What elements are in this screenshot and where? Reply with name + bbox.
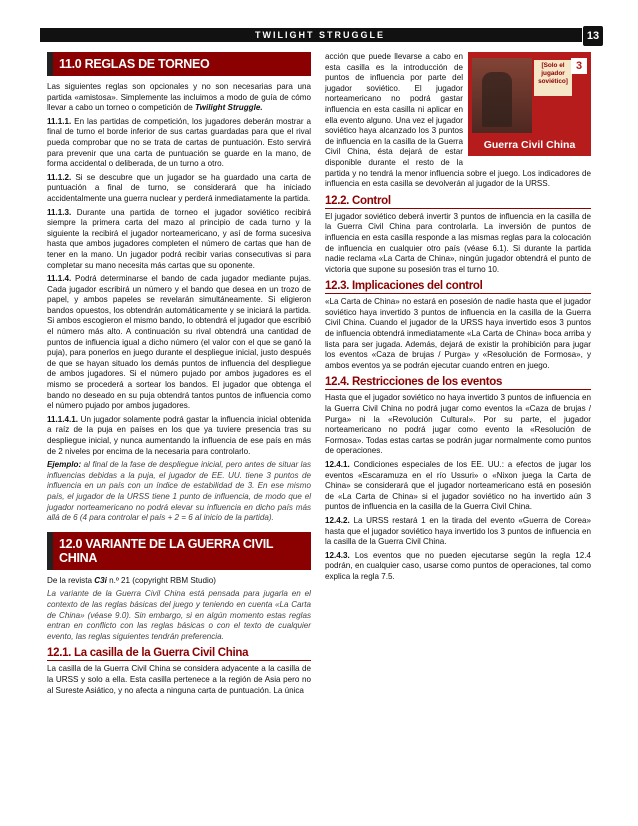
page-header (40, 28, 600, 42)
section-12-4-title: 12.4. Restricciones de los eventos (325, 376, 591, 390)
rule-number: 12.4.2. (325, 515, 350, 525)
example-label: Ejemplo: (47, 460, 82, 470)
card-photo-figure (482, 72, 512, 127)
page-number: 13 (582, 25, 604, 47)
source-prefix: De la revista (47, 575, 95, 585)
section-12-3-title: 12.3. Implicaciones del control (325, 280, 591, 294)
china-civil-war-card (468, 52, 591, 156)
rule-number: 11.1.1. (47, 116, 72, 126)
intro-text: Las siguientes reglas son opcionales y no son necesarias para una partida «amistosa». Simplemente las incluimos a modo de guía de cómo llevar a cabo un torneo o competición de (47, 82, 311, 113)
rule-number: 11.1.4.1. (47, 414, 79, 424)
rule-12-4-3 (325, 551, 591, 583)
rule-number: 12.4.3. (325, 550, 350, 560)
card-side-label: [Solo el jugador soviético] (534, 60, 572, 96)
rule-text: Durante una partida de torneo el jugador soviético recibirá siempre la primera carta del mazo al principio de cada turno y la siguiente la recibirá el jugador norteamericano, y así de forma sucesiva hasta que ambos jugadores completen el número de cartas que han de tener en la mano. Un jugador podrá recibir varias consecutivas si para completar su mano necesita más cartas que su oponente. (47, 207, 311, 270)
section-12-2-text: El jugador soviético deberá invertir 3 puntos de influencia en la casilla de la Guerra Civil China para controlarla. La inversión de puntos de influencia en esta casilla responde a las mismas reglas para la colocación de influencia en cualquier otro país (véase 6.1). Si durante la partida nadie reclama «La Carta de China», ningún jugador obtendrá el punto de victoria que supone su posesión tras el turno 10. (325, 211, 591, 274)
rule-text: Los eventos que no pueden ejecutarse según la regla 12.4 podrán, en cualquier caso, usarse como puntos de operaciones, tal como explica la regla 7.5. (325, 550, 591, 581)
right-column (325, 52, 591, 586)
rule-11-1-4 (47, 274, 311, 412)
rule-text: Un jugador solamente podrá gastar la influencia inicial obtenida a raíz de la puja en países en los que ya tuviere presencia tras su despliegue inicial, y nunca aumentando la influencia de ese país en más de 2 niveles por encima de la necesaria para controlarlo. (47, 414, 311, 456)
rule-12-4-1 (325, 460, 591, 513)
section-12-1-text: La casilla de la Guerra Civil China se considera adyacente a la casilla de la URSS y solo a ella. Esta casilla pertenece a la región de Asia pero no al Sureste Asiático, y no afecta a ninguna carta de puntuación. La única (47, 664, 311, 695)
example-text (47, 460, 311, 524)
section-12-3-text: «La Carta de China» no estará en posesión de nadie hasta que el jugador soviético haya invertido 3 puntos de influencia en la casilla de la Guerra Civil China. Cuando el jugador de la URSS haya invertido esos 3 puntos de influencia obtendrá inmediatamente «La Carta de China» boca arriba y lista para ser jugada. Además, dejará de existir la prohibición para jugar los eventos «Caza de brujas / Purga» y «Resolución de Formosa», y ambos eventos ya se podrán ejecutar cuando entren en juego. (325, 297, 591, 370)
section-12-1-continued: acción que puede llevarse a cabo en esta casilla es la introducción de puntos de influencia por parte del jugador soviético. El jugador norteamericano no podrá gastar influencia en esta casilla ni aplicar en ella evento alguno. Una vez el jugador soviético haya alcanzado los 3 puntos de influencia en la casilla de la Guerra Civil China, ésta dejará de estar disponible durante el resto de la partida y no tendrá la menor influencia sobre el juego. Los indicadores de influencia en esta casilla se devolverán al jugador de la URSS. (325, 52, 591, 189)
rule-text: Podrá determinarse el bando de cada jugador mediante pujas. Cada jugador escribirá un número y el bando que desea en un trozo de papel, y ambos papeles se revelarán simultáneamente. Si eligieron bandos opuestos, los obtendrán automáticamente y se iniciará la partida. Si ambos escogieron el mismo bando, lo obtendrá el jugador que escribió el número más alto. A continuación su rival obtendrá una cantidad de puntos de influencia igual a dicho número (el valor con el que se ganó la puja), para ponerlos en juego durante el despliegue inicial, justo después de que se hayan situado los demás puntos de influencia del despliegue de ambos jugadores. Si el número pujado por ambos jugadores es el mismo se procederá a sortear los bandos. El jugador que obtenga el bando no deseado en su puja obtendrá tantos puntos de influencia como el número pujado por ambos jugadores. (47, 274, 311, 411)
rule-number: 12.4.1. (325, 460, 350, 469)
rule-11-1-3 (47, 208, 311, 272)
card-ops-value: 3 (571, 58, 587, 74)
rule-text: La URSS restará 1 en la tirada del evento «Guerra de Corea» hasta que el jugador soviético haya invertido los 3 puntos de influencia en la casilla de la Guerra Civil China. (325, 515, 591, 547)
section-12-2-title: 12.2. Control (325, 195, 591, 209)
card-title: Guerra Civil China (483, 139, 576, 151)
rule-number: 11.1.4. (47, 274, 72, 284)
magazine-name: C3i (94, 575, 107, 585)
rule-11-1-2 (47, 173, 311, 205)
rule-text: En las partidas de competición, los jugadores deberán mostrar a final de turno el borde inferior de sus cartas guardadas para que el rival pueda comprobar que no se trata de cartas de puntuación. Esto servirá para prevenir que una carta de puntuación se guarde en la mano, de forma accidental o deliberada, de un turno a otro. (47, 116, 311, 169)
game-title: Twilight Struggle. (195, 103, 263, 113)
section-12-4-text: Hasta que el jugador soviético no haya invertido 3 puntos de influencia en la Guerra Civil China no podrá jugar como eventos la «Caza de brujas / Purga» ni la «Revolución Cultural». Por su parte, el jugador norteamericano no podrá jugar como evento la «Resolución de Formosa». Todas estas cartas se podrán jugar normalmente como puntos de operaciones. (325, 393, 591, 456)
section-11-title: 11.0 REGLAS DE TORNEO (47, 52, 311, 76)
section-12-title: 12.0 VARIANTE DE LA GUERRA CIVIL CHINA (47, 532, 311, 570)
rule-number: 11.1.2. (47, 172, 72, 182)
example-body: al final de la fase de despliegue inicial, pero antes de situar las influencias debidas a la puja, el jugador de EE. UU. tiene 3 puntos de influencia en un país con un índice de estabilidad de 3. En ese mismo país, el jugador de la URSS tiene 1 punto de influencia, de modo que el jugador norteamericano no podrá elevar su influencia en dicho país más allá de 6 (4 para controlar el país + 2 = 6 al inicio de la partida). (47, 460, 311, 523)
rule-text: Condiciones especiales de los EE. UU.: a efectos de jugar los eventos «Escaramuza en el río Ussuri» o «Nixon juega la Carta de China» se considerará que el jugador norteamericano está en posesión de «La Carta de China» si el jugador soviético no ha invertido aún 3 puntos de influencia en la casilla de la Guerra Civil China. (325, 460, 591, 512)
rule-11-1-4-1 (47, 415, 311, 457)
source-suffix: n.º 21 (copyright RBM Studio) (106, 575, 216, 585)
rule-11-1-1 (47, 117, 311, 170)
left-column (47, 52, 311, 699)
variant-note: La variante de la Guerra Civil China está pensada para jugarla en el contexto de las reglas básicas del juego y teniendo en cuenta «La Carta de China» (véase 9.0). Sin embargo, si en algún momento estas reglas entran en conflicto con las reglas básicas o con el texto de cualquier evento, las reglas siguientes tendrán preferencia. (47, 589, 311, 641)
rule-12-4-2 (325, 516, 591, 548)
rule-number: 11.1.3. (47, 207, 72, 217)
source-line (47, 576, 311, 587)
section-12-1-title: 12.1. La casilla de la Guerra Civil China (47, 647, 311, 661)
header-title: TWILIGHT STRUGGLE (255, 30, 385, 40)
rule-text: Si se descubre que un jugador se ha guardado una carta de puntuación a final de turno, se considerará que ha iniciado accidentalmente una guerra nuclear y perderá inmediatamente la partida. (47, 172, 311, 203)
section-11-intro (47, 82, 311, 114)
